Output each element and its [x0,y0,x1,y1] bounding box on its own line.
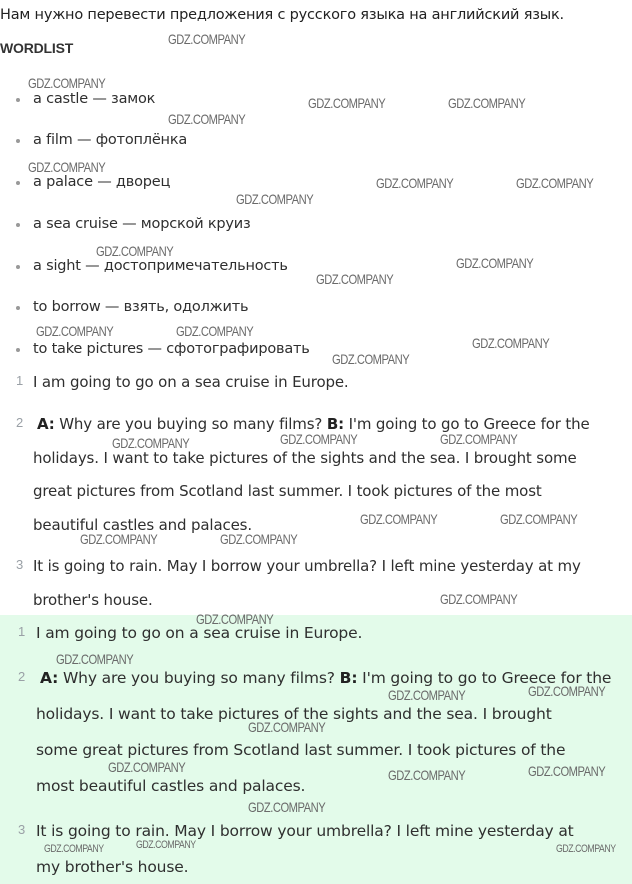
watermark-logo: GDZ.COMPANY [248,799,326,815]
watermark-logo: GDZ.COMPANY [440,431,518,447]
watermark-logo: GDZ.COMPANY [308,95,386,111]
watermark-logo: GDZ.COMPANY [168,31,246,47]
watermark-logo: GDZ.COMPANY [360,511,438,527]
bullet-icon [16,98,20,102]
speaker-a: A: [40,669,59,687]
wordlist-heading: WORDLIST [0,40,74,56]
watermark-logo: GDZ.COMPANY [236,191,314,207]
watermark-logo: GDZ.COMPANY [56,651,134,667]
watermark-logo: GDZ.COMPANY [316,271,394,287]
bullet-icon [16,348,20,352]
watermark-logo: GDZ.COMPANY [220,531,298,547]
watermark-logo: GDZ.COMPANY [280,431,358,447]
watermark-logo: GDZ.COMPANY [96,243,174,259]
watermark-logo: GDZ.COMPANY [556,843,616,855]
watermark-logo: GDZ.COMPANY [112,435,190,451]
watermark-logo: GDZ.COMPANY [108,759,186,775]
watermark-logo: GDZ.COMPANY [44,843,104,855]
watermark-logo: GDZ.COMPANY [376,175,454,191]
watermark-logo: GDZ.COMPANY [168,111,246,127]
watermark-logo: GDZ.COMPANY [248,719,326,735]
watermark-logo: GDZ.COMPANY [456,255,534,271]
watermark-logo: GDZ.COMPANY [500,511,578,527]
speaker-b: B: [339,669,358,687]
task-instruction: Нам нужно перевести предложения с русского языка на английский язык. [0,7,564,23]
watermark-logo: GDZ.COMPANY [388,687,466,703]
watermark-logo: GDZ.COMPANY [528,683,606,699]
bullet-icon [16,181,20,185]
bullet-icon [16,223,20,227]
speaker-a: A: [37,415,55,433]
bullet-icon [16,265,20,269]
bullet-icon [16,139,20,143]
watermark-logo: GDZ.COMPANY [332,351,410,367]
watermark-logo: GDZ.COMPANY [440,591,518,607]
watermark-logo: GDZ.COMPANY [388,767,466,783]
watermark-logo: GDZ.COMPANY [472,335,550,351]
watermark-logo: GDZ.COMPANY [136,839,196,851]
watermark-logo: GDZ.COMPANY [528,763,606,779]
watermark-logo: GDZ.COMPANY [448,95,526,111]
watermark-logo: GDZ.COMPANY [196,611,274,627]
watermark-logo: GDZ.COMPANY [28,159,106,175]
watermark-logo: GDZ.COMPANY [80,531,158,547]
speaker-b: B: [326,415,344,433]
bullet-icon [16,306,20,310]
watermark-logo: GDZ.COMPANY [176,323,254,339]
watermark-logo: GDZ.COMPANY [516,175,594,191]
watermark-logo: GDZ.COMPANY [28,75,106,91]
watermark-logo: GDZ.COMPANY [36,323,114,339]
